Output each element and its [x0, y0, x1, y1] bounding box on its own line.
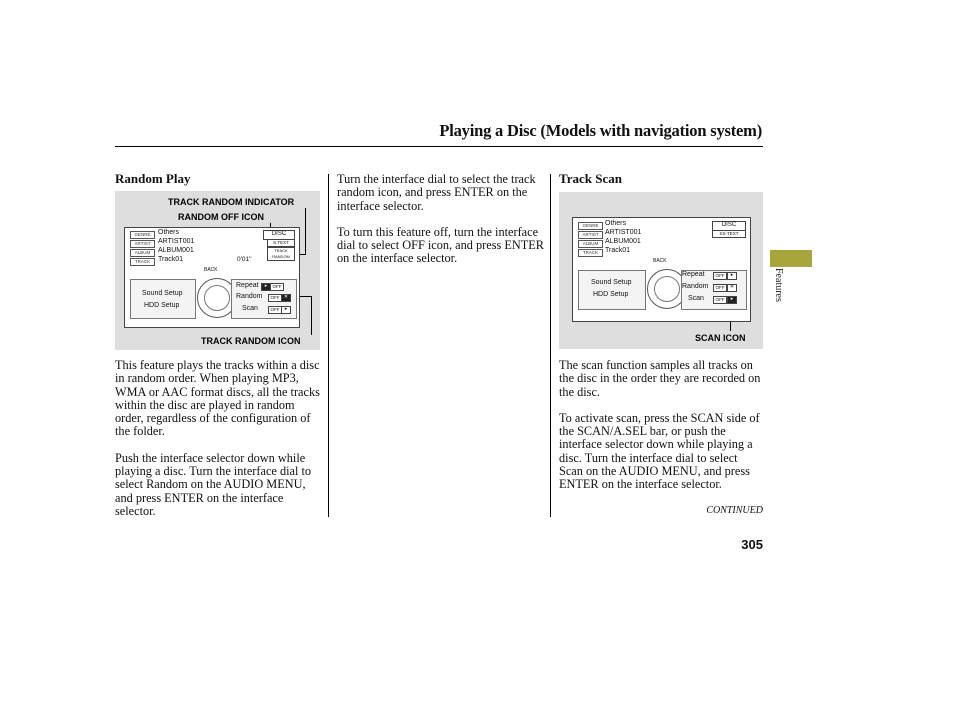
audio-screen [124, 227, 300, 328]
scan-scan-off[interactable]: OFF [713, 296, 727, 304]
scan-icon[interactable]: ▸ [727, 296, 737, 304]
scan-hdd-setup-item[interactable]: HDD Setup [593, 291, 629, 298]
scan-item[interactable]: Scan [242, 305, 258, 312]
scan-stext-indicator: SS-TEXT [712, 230, 746, 238]
right-text [559, 359, 763, 492]
track-scan-figure [559, 192, 763, 349]
scan-interface-dial-center [654, 276, 680, 302]
section-tab-label: Features [773, 268, 784, 302]
scan-random-icon: ✕ [727, 284, 737, 292]
scan-album-value: ALBUM001 [605, 238, 641, 245]
track-tag: TRACK [130, 258, 155, 266]
scan-track-value: Track01 [605, 247, 631, 254]
column-divider-right [550, 174, 551, 517]
scan-left-menu [578, 270, 646, 310]
album-tag: ALBUM [130, 249, 155, 257]
leader-track-random-icon [311, 296, 312, 335]
scan-album-tag: ALBUM [578, 240, 603, 248]
random-play-figure [115, 191, 320, 350]
scan-random-item[interactable]: Random [682, 283, 709, 290]
track-random-icon[interactable]: ✕ [281, 294, 291, 302]
disc-indicator: DISC [263, 230, 295, 240]
header-rule [115, 146, 763, 147]
scan-repeat-item[interactable]: Repeat [682, 271, 705, 278]
scan-genre-tag: GENRE [578, 222, 603, 230]
left-menu [130, 279, 196, 319]
middle-paragraph-2: To turn this feature off, turn the interface dial to select OFF icon, and press ENTER on the interface selector. [337, 224, 544, 266]
elapsed-time: 0'01'' [237, 256, 252, 263]
repeat-off[interactable]: OFF [270, 283, 284, 291]
genre-tag: GENRE [130, 231, 155, 239]
stext-indicator: S.TEXT [267, 239, 295, 247]
scan-sound-setup-item[interactable]: Sound Setup [591, 279, 632, 286]
right-menu [231, 279, 297, 319]
random-off-icon[interactable]: OFF [268, 294, 282, 302]
track-scan-heading: Track Scan [559, 171, 622, 186]
scan-disc-indicator: DISC [712, 221, 746, 231]
scan-back-label: BACK [653, 258, 667, 264]
artist-value: ARTIST001 [158, 238, 195, 245]
scan-genre-value: Others [605, 220, 627, 227]
interface-dial-center [204, 285, 230, 311]
scan-icon: ▸ [281, 306, 291, 314]
right-paragraph-2: To activate scan, press the SCAN side of the SCAN/A.SEL bar, or push the interface selector down while playing a disc. Turn the interface dial to select Scan on the AUDIO MENU, and press ENTER on the interface selector. [559, 410, 760, 492]
caption-random-off-icon: RANDOM OFF ICON [178, 212, 264, 222]
page-number: 305 [741, 537, 763, 552]
hdd-setup-item[interactable]: HDD Setup [144, 302, 180, 309]
left-paragraph-2: Push the interface selector down while playing a disc. Turn the interface dial to select Random on the AUDIO MENU, and press ENTER on the interface selector. [115, 450, 312, 518]
scan-scan-item[interactable]: Scan [688, 295, 704, 302]
track-random-indicator: TRACK RANDOM [267, 247, 295, 261]
section-tab [770, 250, 812, 267]
track-value: Track01 [158, 256, 184, 263]
left-text [115, 359, 323, 518]
scan-repeat-off[interactable]: OFF [713, 272, 727, 280]
caption-scan-icon: SCAN ICON [695, 333, 746, 343]
sound-setup-item[interactable]: Sound Setup [142, 290, 183, 297]
scan-track-tag: TRACK [578, 249, 603, 257]
leader-indicator [305, 208, 306, 255]
continued-label: CONTINUED [706, 505, 763, 516]
scan-artist-value: ARTIST001 [605, 229, 642, 236]
album-value: ALBUM001 [158, 247, 194, 254]
caption-track-random-indicator: TRACK RANDOM INDICATOR [168, 197, 295, 207]
random-item[interactable]: Random [236, 293, 263, 300]
repeat-icon: ▸ [261, 283, 271, 291]
scan-repeat-icon: ▸ [727, 272, 737, 280]
artist-tag: ARTIST [130, 240, 155, 248]
caption-track-random-icon: TRACK RANDOM ICON [201, 336, 301, 346]
middle-text [337, 173, 545, 266]
page-title: Playing a Disc (Models with navigation system) [439, 121, 762, 140]
left-paragraph-1: This feature plays the tracks within a disc in random order. When playing MP3, WMA or AAC format discs, all the tracks within the disc are played in random order, regardless of the configuration of the folder. [115, 358, 320, 439]
scan-off[interactable]: OFF [268, 306, 282, 314]
scan-artist-tag: ARTIST [578, 231, 603, 239]
middle-paragraph-1: Turn the interface dial to select the track random icon, and press ENTER on the interface selector. [337, 172, 536, 213]
genre-value: Others [158, 229, 180, 236]
scan-screen [572, 217, 751, 322]
random-play-heading: Random Play [115, 171, 191, 186]
column-divider-left [328, 174, 329, 517]
back-label: BACK [204, 267, 218, 273]
repeat-item[interactable]: Repeat [236, 282, 259, 289]
scan-random-off[interactable]: OFF [713, 284, 727, 292]
right-paragraph-1: The scan function samples all tracks on the disc in the order they are recorded on the disc. [559, 358, 761, 399]
scan-right-menu [681, 270, 747, 310]
